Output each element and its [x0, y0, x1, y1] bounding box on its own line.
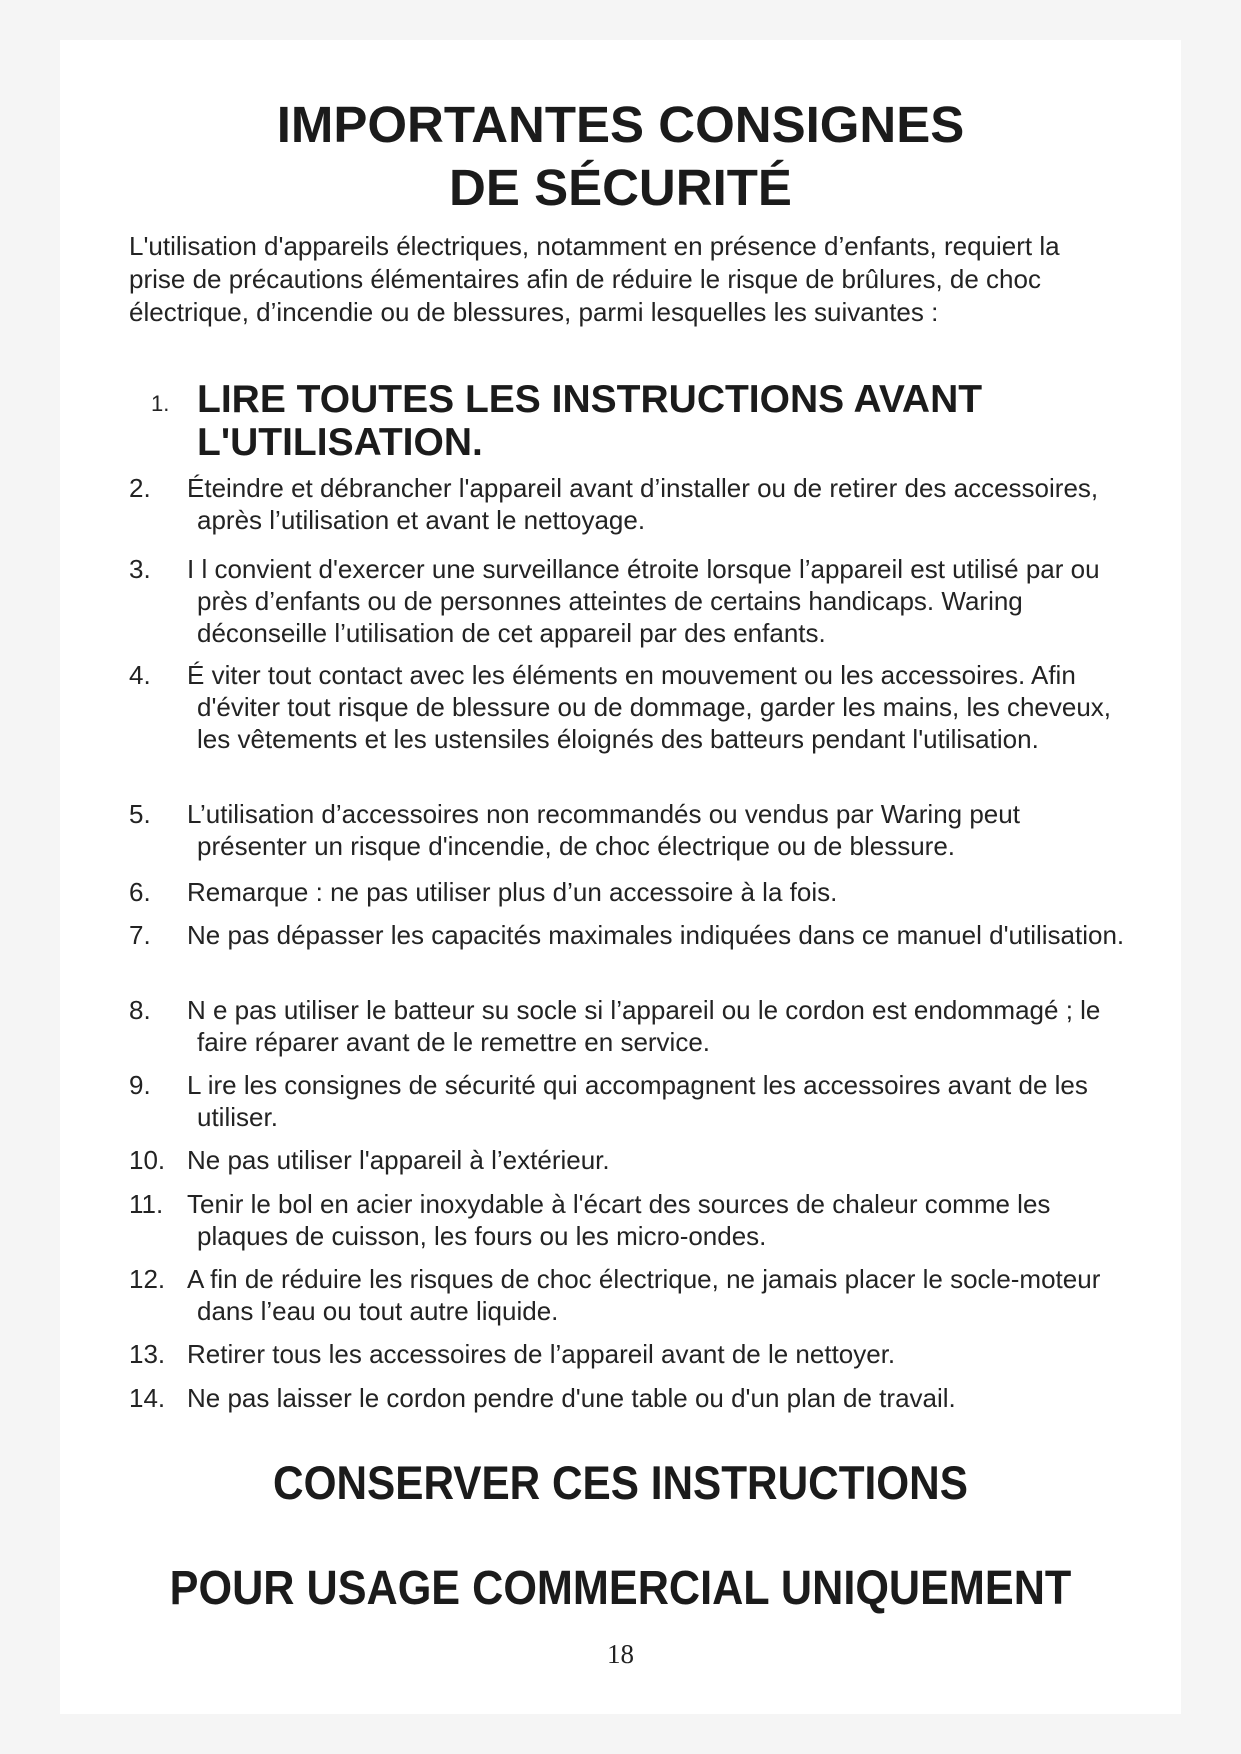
- intro-paragraph: L'utilisation d'appareils électriques, notamment en présence d’enfants, requiert la prise de précautions élémentaires afin de réduire le risque de brûlures, de choc électrique, d’incendie ou de blessures, parmi lesquelles les suivantes :: [129, 231, 1060, 327]
- list-item-text: L ire les consignes de sécurité qui accompagnent les accessoires avant de les utiliser.: [187, 1070, 1088, 1132]
- commercial-use-heading: POUR USAGE COMMERCIAL UNIQUEMENT: [169, 1562, 1072, 1615]
- list-item-number: 3.: [129, 554, 151, 584]
- list-item-text: Ne pas laisser le cordon pendre d'une table ou d'un plan de travail.: [187, 1383, 956, 1413]
- list-item-text: É viter tout contact avec les éléments en mouvement ou les accessoires. Afin d'éviter tout risque de blessure ou de dommage, garder les mains, les cheveux, les vêtements et les ustensiles éloignés des batteurs pendant l'utilisation.: [187, 660, 1112, 754]
- list-item-8: [129, 994, 1129, 1058]
- list-item-number: 8.: [129, 995, 151, 1025]
- list-item-10: [129, 1144, 1129, 1176]
- page-title-line-2: DE SÉCURITÉ: [449, 159, 792, 216]
- list-item-2: [129, 472, 1129, 536]
- list-item-12: [129, 1263, 1129, 1327]
- list-item-text: Remarque : ne pas utiliser plus d’un accessoire à la fois.: [187, 877, 838, 907]
- list-item-6: [129, 876, 1129, 908]
- list-item-number: 9.: [129, 1070, 151, 1100]
- list-item-5: [129, 798, 1129, 862]
- list-item-number: 4.: [129, 660, 151, 690]
- list-item-number: 7.: [129, 920, 151, 950]
- list-item-number: 2.: [129, 473, 151, 503]
- list-item-number: 12.: [129, 1264, 166, 1294]
- list-item-4: [129, 659, 1129, 755]
- list-item-3: [129, 553, 1129, 649]
- page-number: 18: [607, 1639, 634, 1669]
- list-item-text: I l convient d'exercer une surveillance étroite lorsque l’appareil est utilisé par ou près d’enfants ou de personnes atteintes de certains handicaps. Waring déconseille l’utilisation de cet appareil par des enfants.: [187, 554, 1100, 648]
- list-item-text: Ne pas utiliser l'appareil à l’extérieur.: [187, 1145, 610, 1175]
- list-item-text: Retirer tous les accessoires de l’appareil avant de le nettoyer.: [187, 1339, 896, 1369]
- list-item-11: [129, 1188, 1129, 1252]
- list-item-text: Ne pas dépasser les capacités maximales indiquées dans ce manuel d'utilisation.: [187, 920, 1125, 950]
- list-item-1: [129, 378, 1129, 464]
- list-item-text: Tenir le bol en acier inoxydable à l'écart des sources de chaleur comme les plaques de cuisson, les fours ou les micro-ondes.: [187, 1189, 1051, 1251]
- list-item-number: 6.: [129, 877, 151, 907]
- list-item-14: [129, 1382, 1129, 1414]
- page-title-line-1: IMPORTANTES CONSIGNES: [276, 96, 965, 153]
- list-item-13: [129, 1338, 1129, 1370]
- list-item-9: [129, 1069, 1129, 1133]
- list-item-number: 13.: [129, 1339, 166, 1369]
- list-item-text: LIRE TOUTES LES INSTRUCTIONS AVANT L'UTILISATION.: [197, 378, 983, 464]
- list-item-number: 11.: [129, 1189, 164, 1219]
- list-item-text: L’utilisation d’accessoires non recommandés ou vendus par Waring peut présenter un risque d'incendie, de choc électrique ou de blessure.: [187, 799, 1020, 861]
- list-item-number: 1.: [151, 391, 170, 416]
- list-item-number: 14.: [129, 1383, 166, 1413]
- list-item-text: A fin de réduire les risques de choc électrique, ne jamais placer le socle-moteur dans l’eau ou tout autre liquide.: [187, 1264, 1101, 1326]
- list-item-number: 5.: [129, 799, 151, 829]
- list-item-text: Éteindre et débrancher l'appareil avant d’installer ou de retirer des accessoires, après l’utilisation et avant le nettoyage.: [187, 473, 1099, 535]
- list-item-number: 10.: [129, 1145, 166, 1175]
- list-item-text: N e pas utiliser le batteur su socle si l’appareil ou le cordon est endommagé ; le faire réparer avant de le remettre en service.: [187, 995, 1101, 1057]
- list-item-7: [129, 919, 1129, 951]
- save-instructions-heading: CONSERVER CES INSTRUCTIONS: [273, 1456, 968, 1509]
